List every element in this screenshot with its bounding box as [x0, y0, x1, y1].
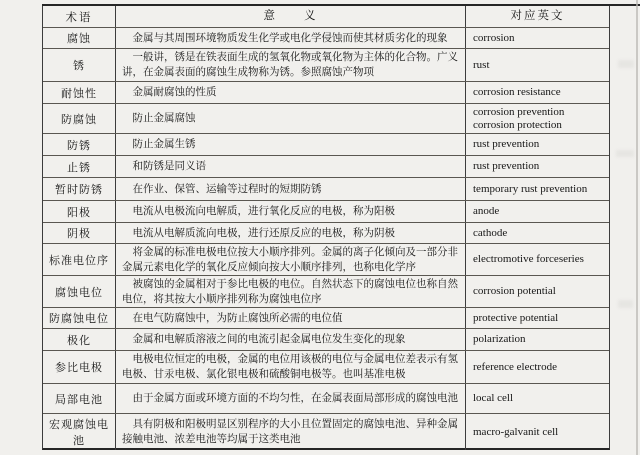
english-cell [466, 134, 609, 155]
term-cell: 锈 [43, 49, 116, 81]
english-text: macro-galvanit cell [473, 425, 559, 438]
term-cell: 防腐蚀电位 [43, 308, 116, 328]
meaning-text: 电流从电解质流向电极，进行还原反应的电极，称为阴极 [132, 227, 395, 239]
english-text: anode [473, 205, 500, 217]
english-text: rust prevention [473, 160, 540, 172]
meaning-cell [116, 308, 466, 328]
term-cell: 阳极 [43, 201, 116, 222]
term-cell: 参比电极 [43, 351, 116, 383]
english-cell [466, 28, 609, 48]
meaning-text: 由于金属方面或环境方面的不均匀性，在金属表面局部形成的腐蚀电池 [132, 393, 458, 404]
table-row [43, 223, 609, 244]
meaning-cell [116, 201, 466, 222]
table-row [43, 28, 609, 49]
meaning-text: 防止金属生锈 [132, 139, 196, 150]
scan-artifact [618, 300, 633, 308]
meaning-cell [116, 82, 466, 103]
meaning-cell [116, 351, 466, 383]
table-row [43, 201, 609, 223]
english-cell [466, 49, 609, 81]
meaning-text: 在作业、保管、运输等过程时的短期防锈 [132, 183, 322, 195]
meaning-cell [116, 276, 466, 307]
meaning-cell [116, 244, 466, 275]
meaning-text: 防止金属腐蚀 [132, 113, 196, 124]
scan-artifact [616, 150, 634, 157]
english-cell [466, 414, 609, 450]
meaning-text: 一般讲，锈是在铁表面生成的氢氧化物或氧化物为主体的化合物。广义讲，在金属表面的腐蚀生成物称为锈。参照腐蚀产物项 [122, 52, 458, 78]
meaning-cell [116, 156, 466, 177]
english-cell [466, 308, 609, 328]
english-text: electromotive forceseries [473, 253, 584, 265]
meaning-cell [116, 134, 466, 155]
term-cell: 腐蚀 [43, 28, 116, 48]
english-text: temporary rust prevention [473, 182, 588, 195]
table-row [43, 276, 609, 308]
term-cell: 宏观腐蚀电池 [43, 414, 116, 450]
column-header-english [466, 6, 609, 27]
scan-artifact [618, 60, 634, 68]
meaning-text: 电流从电极流向电解质，进行氧化反应的电极，称为阳极 [132, 206, 395, 217]
english-cell [466, 178, 609, 200]
term-cell: 防腐蚀 [43, 104, 116, 133]
meaning-cell [116, 384, 466, 413]
meaning-text: 金属与其周围环境物质发生化学或电化学侵蚀而使其材质劣化的现象 [132, 32, 448, 44]
english-text: rust [473, 58, 490, 71]
english-cell [466, 384, 609, 413]
meaning-text: 和防锈是同义语 [132, 161, 206, 172]
meaning-cell [116, 49, 466, 81]
term-cell: 腐蚀电位 [43, 276, 116, 307]
table-row [43, 244, 609, 276]
meaning-cell [116, 104, 466, 133]
english-cell [466, 82, 609, 103]
english-text: local cell [473, 392, 514, 404]
table-row [43, 49, 609, 82]
english-text: corrosion potential [473, 285, 556, 297]
term-cell: 局部电池 [43, 384, 116, 413]
column-header-term [43, 6, 116, 27]
term-cell: 耐蚀性 [43, 82, 116, 103]
column-header-meaning [116, 6, 466, 27]
table-row [43, 329, 609, 351]
english-text: corrosion prevention [473, 105, 565, 118]
english-text: rust prevention [473, 138, 540, 150]
meaning-text: 在电气防腐蚀中，为防止腐蚀所必需的电位值 [132, 312, 343, 324]
meaning-cell [116, 223, 466, 243]
meaning-text: 将金属的标准电极电位按大小顺序排列。金属的离子化倾向及一部分非金属元素电化学的氧化反应倾向按大小顺序排列，也称电化学序 [122, 246, 458, 273]
english-text: cathode [473, 226, 508, 239]
meaning-cell [116, 28, 466, 48]
meaning-text: 具有阴极和阳极明显区别程序的大小且位置固定的腐蚀电池、异种金属接触电池、浓差电池等均属于这类电池 [122, 419, 458, 445]
english-cell [466, 276, 609, 307]
english-text: polarization [473, 333, 526, 345]
table-row [43, 134, 609, 156]
meaning-cell [116, 329, 466, 350]
english-cell [466, 351, 609, 383]
meaning-text: 金属耐腐蚀的性质 [132, 87, 217, 98]
english-text: corrosion resistance [473, 86, 561, 98]
english-text: protective potential [473, 311, 559, 324]
meaning-text: 被腐蚀的金属相对于参比电极的电位。自然状态下的腐蚀电位也称自然电位，将其按大小顺序排列称为腐蚀电位序 [122, 278, 458, 305]
page-edge-line [636, 0, 638, 455]
english-cell [466, 156, 609, 177]
term-cell: 标准电位序 [43, 244, 116, 275]
english-cell [466, 104, 609, 133]
english-text: corrosion [473, 31, 515, 44]
meaning-text: 金属和电解质溶液之间的电流引起金属电位发生变化的现象 [132, 334, 406, 345]
column-header-meaning-label: 意 义 [263, 10, 318, 22]
table-row [43, 308, 609, 329]
table-row [43, 178, 609, 201]
term-cell: 暂时防锈 [43, 178, 116, 200]
english-cell [466, 329, 609, 350]
meaning-cell [116, 178, 466, 200]
english-cell [466, 201, 609, 222]
table-row [43, 104, 609, 134]
term-cell: 止锈 [43, 156, 116, 177]
column-header-english-label: 对应英文 [510, 10, 565, 22]
table-row [43, 351, 609, 384]
table-row [43, 82, 609, 104]
column-header-term-label: 术语 [65, 11, 93, 24]
english-cell [466, 223, 609, 243]
table-row [43, 414, 609, 450]
table-row [43, 384, 609, 414]
meaning-cell [116, 414, 466, 450]
terminology-table [42, 6, 610, 450]
term-cell: 阴极 [43, 223, 116, 243]
meaning-text: 电极电位恒定的电极，金属的电位用该极的电位与金属电位差表示有氢电极、甘汞电极、氯化银电极和硫酸铜电极等。也叫基准电极 [122, 354, 458, 380]
table-row [43, 156, 609, 178]
english-cell [466, 244, 609, 275]
english-text: reference electrode [473, 360, 557, 373]
term-cell: 防锈 [43, 134, 116, 155]
term-cell: 极化 [43, 329, 116, 350]
table-header-row [43, 6, 609, 28]
english-text-2: corrosion protection [473, 118, 562, 131]
